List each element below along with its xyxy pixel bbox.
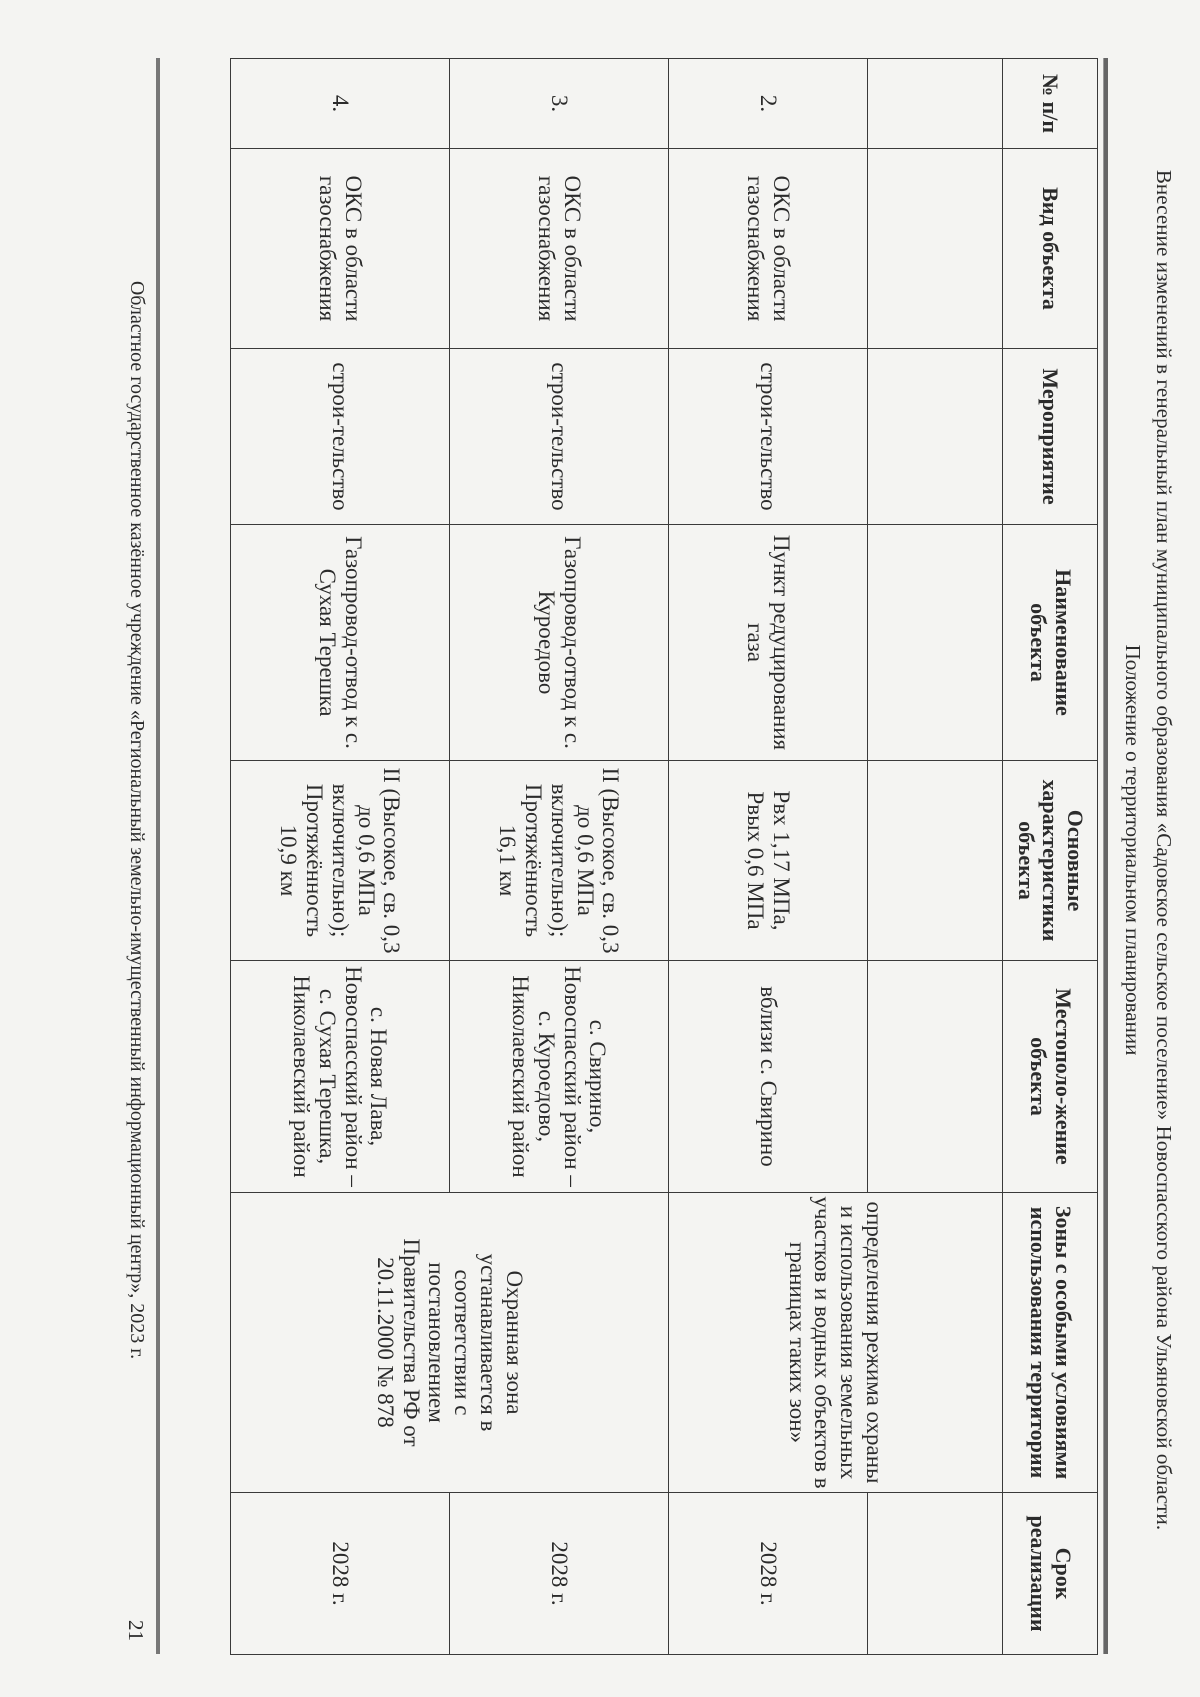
cell-action: строи-тельство xyxy=(450,349,669,525)
cell-type: ОКС в области газоснабжения xyxy=(669,149,868,349)
cell-type: ОКС в области газоснабжения xyxy=(231,149,450,349)
cell-name: Газопровод-отвод к с. Куроедово xyxy=(450,525,669,761)
document-title: Внесение изменений в генеральный план муниципального образования «Садовское сельское поселение» Новоспасского района Ульяновской области. xyxy=(1152,169,1176,1531)
cell-name: Газопровод-отвод к с. Сухая Терешка xyxy=(231,525,450,761)
cell-type: ОКС в области газоснабжения xyxy=(450,149,669,349)
document-subtitle: Положение о территориальном планировании xyxy=(1121,644,1145,1056)
bottom-divider xyxy=(156,58,160,1654)
cell-empty xyxy=(868,349,1003,525)
top-divider xyxy=(1103,58,1108,1654)
cell-specs: II (Высокое, св. 0,3 до 0,6 МПа включительно); Протяжённость 16,1 км xyxy=(450,761,669,961)
cell-num: 3. xyxy=(450,59,669,149)
cell-empty xyxy=(868,59,1003,149)
col-header-deadline: Срок реализации xyxy=(1003,1493,1098,1655)
col-header-specs: Основные характеристики объекта xyxy=(1003,761,1098,961)
col-header-action: Мероприятие xyxy=(1003,349,1098,525)
cell-zone-protection: Охранная зона устанавливается в соответствии с постановлением Правительства РФ от 20.11.2000 № 878 xyxy=(231,1193,669,1493)
cell-empty xyxy=(868,961,1003,1193)
cell-num: 4. xyxy=(231,59,450,149)
col-header-num: № п/п xyxy=(1003,59,1098,149)
cell-action: строи-тельство xyxy=(669,349,868,525)
footer-organization: Областное государственное казённое учреждение «Региональный земельно-имущественный информационный центр», 2023 г. xyxy=(126,280,148,1360)
table-row-continuation xyxy=(868,59,1003,1655)
cell-deadline: 2028 г. xyxy=(450,1493,669,1655)
cell-location: вблизи с. Свирино xyxy=(669,961,868,1193)
cell-empty xyxy=(868,149,1003,349)
col-header-location: Местополо-жение объекта xyxy=(1003,961,1098,1193)
col-header-name: Наименование объекта xyxy=(1003,525,1098,761)
col-header-zones: Зоны с особыми условиями использования территории xyxy=(1003,1193,1098,1493)
cell-empty xyxy=(868,1493,1003,1655)
cell-location: с. Новая Лава, Новоспасский район – с. Сухая Терешка, Николаевский район xyxy=(231,961,450,1193)
cell-empty xyxy=(868,525,1003,761)
cell-action: строи-тельство xyxy=(231,349,450,525)
cell-specs: II (Высокое, св. 0,3 до 0,6 МПа включительно); Протяжённость 10,9 км xyxy=(231,761,450,961)
cell-deadline: 2028 г. xyxy=(231,1493,450,1655)
planning-table xyxy=(230,58,1098,1655)
cell-num: 2. xyxy=(669,59,868,149)
page-number: 21 xyxy=(124,1620,148,1641)
col-header-type: Вид объекта xyxy=(1003,149,1098,349)
cell-name: Пункт редуцирования газа xyxy=(669,525,868,761)
cell-location: с. Свирино, Новоспасский район – с. Куроедово, Николаевский район xyxy=(450,961,669,1193)
cell-deadline: 2028 г. xyxy=(669,1493,868,1655)
cell-zone-continuation: определения режима охраны и использования земельных участков и водных объектов в границах таких зон» xyxy=(669,1193,1003,1493)
table-header-row xyxy=(1003,59,1098,1655)
cell-empty xyxy=(868,761,1003,961)
cell-specs: Рвх 1,17 МПа, Рвых 0,6 МПа xyxy=(669,761,868,961)
table-row xyxy=(450,59,669,1655)
